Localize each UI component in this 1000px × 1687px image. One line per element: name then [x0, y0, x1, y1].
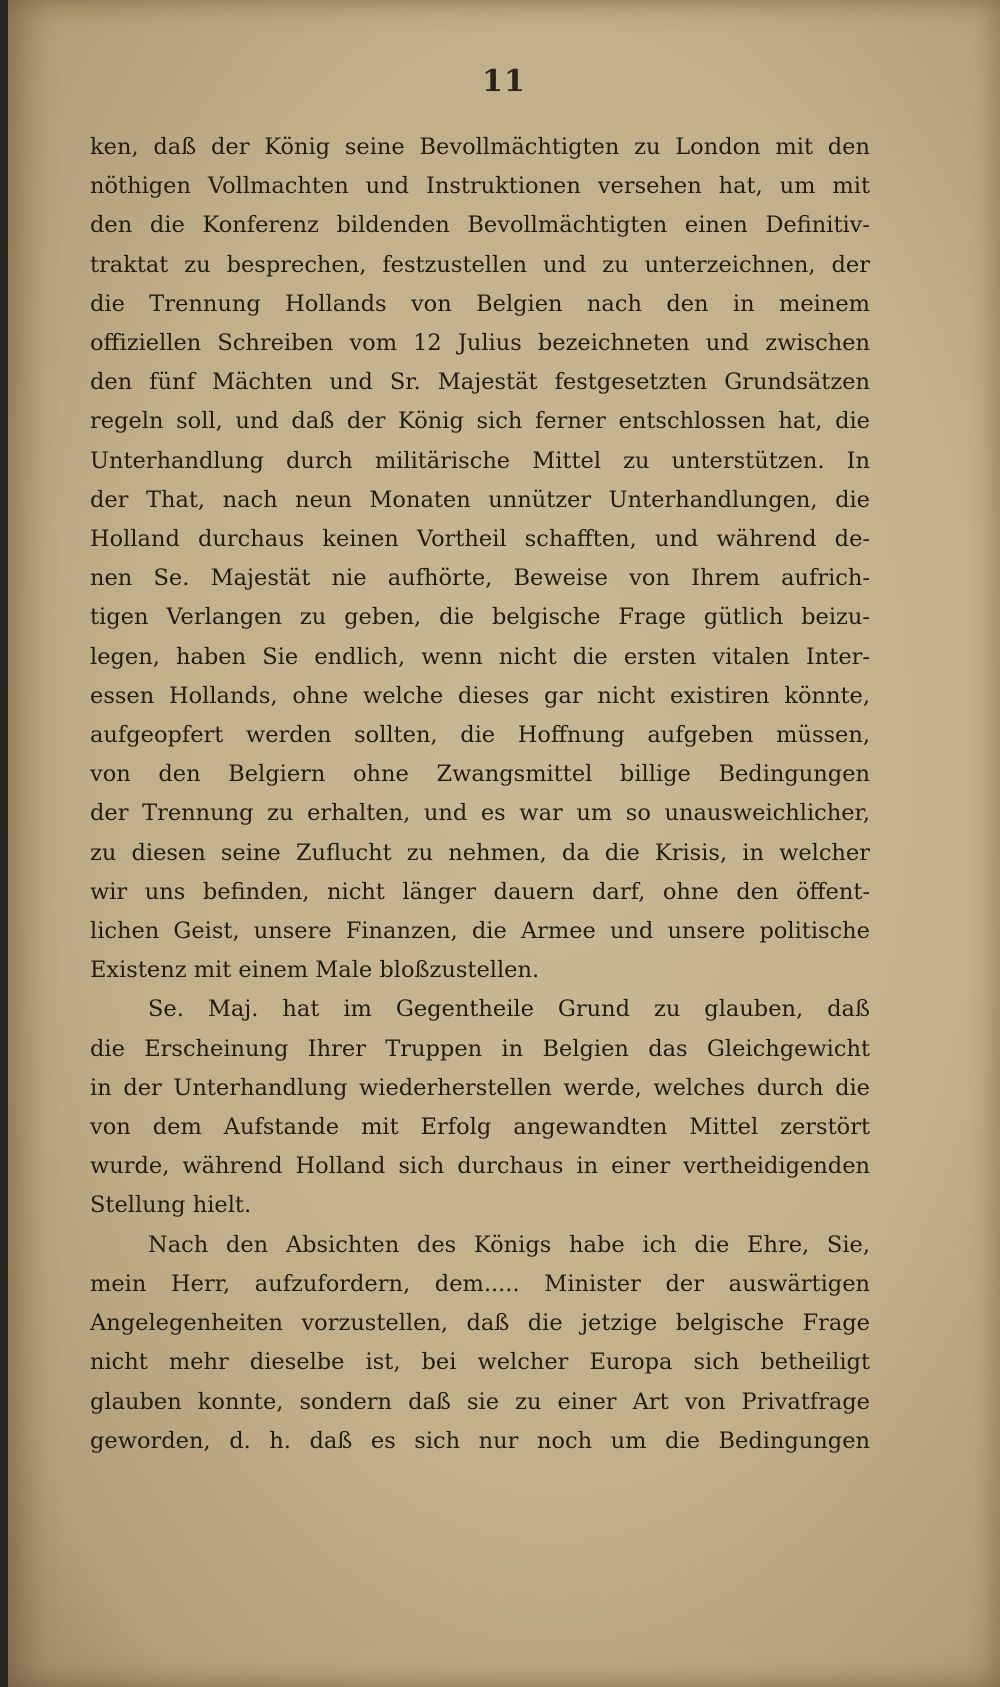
text-line: der That, nach neun Monaten unnützer Unterhandlungen, die [90, 486, 870, 513]
text-line: die Erscheinung Ihrer Truppen in Belgien das Gleichgewicht [90, 1035, 870, 1062]
text-line: aufgeopfert werden sollten, die Hoffnung aufgeben müssen, [90, 722, 870, 749]
text-line: nicht mehr dieselbe ist, bei welcher Europa sich betheiligt [90, 1349, 870, 1376]
page-number: 11 [482, 64, 526, 99]
text-line: nöthigen Vollmachten und Instruktionen versehen hat, um mit [90, 173, 870, 200]
text-line: tigen Verlangen zu geben, die belgische Frage gütlich beizu- [90, 604, 870, 631]
text-line: nen Se. Majestät nie aufhörte, Beweise von Ihrem aufrich- [90, 565, 870, 592]
text-line: wir uns befinden, nicht länger dauern darf, ohne den öffent- [90, 878, 870, 905]
body-text [90, 128, 870, 1461]
book-page [8, 0, 1000, 1687]
text-line: ken, daß der König seine Bevollmächtigten zu London mit den [90, 134, 870, 160]
text-line: regeln soll, und daß der König sich ferner entschlossen hat, die [90, 408, 870, 435]
text-line: den fünf Mächten und Sr. Majestät festgesetzten Grundsätzen [90, 369, 870, 396]
text-line: wurde, während Holland sich durchaus in einer vertheidigenden [90, 1153, 870, 1180]
text-line: mein Herr, aufzufordern, dem..... Minister der auswärtigen [90, 1270, 870, 1297]
text-line: legen, haben Sie endlich, wenn nicht die ersten vitalen Inter- [90, 643, 870, 670]
text-line: lichen Geist, unsere Finanzen, die Armee und unsere politische [90, 918, 870, 945]
paragraph-start-line: Nach den Absichten des Königs habe ich die Ehre, Sie, [148, 1231, 870, 1258]
text-line: Holland durchaus keinen Vortheil schafften, und während de- [90, 526, 870, 553]
text-line: essen Hollands, ohne welche dieses gar nicht existiren könnte, [90, 682, 870, 709]
text-line: in der Unterhandlung wiederherstellen werde, welches durch die [90, 1074, 870, 1101]
text-line: Angelegenheiten vorzustellen, daß die jetzige belgische Frage [90, 1310, 870, 1337]
text-line: der Trennung zu erhalten, und es war um so unausweichlicher, [90, 800, 870, 827]
text-line: traktat zu besprechen, festzustellen und zu unterzeichnen, der [90, 251, 870, 278]
text-line: Unterhandlung durch militärische Mittel zu unterstützen. In [90, 447, 870, 474]
text-line: geworden, d. h. daß es sich nur noch um die Bedingungen [90, 1427, 870, 1454]
text-line: von den Belgiern ohne Zwangsmittel billige Bedingungen [90, 761, 870, 788]
text-line: von dem Aufstande mit Erfolg angewandten Mittel zerstört [90, 1114, 870, 1141]
text-line: die Trennung Hollands von Belgien nach den in meinem [90, 290, 870, 317]
paragraph-end-line: Stellung hielt. [90, 1192, 252, 1219]
text-line: zu diesen seine Zuflucht zu nehmen, da die Krisis, in welcher [90, 839, 870, 866]
paragraph-start-line: Se. Maj. hat im Gegentheile Grund zu glauben, daß [148, 996, 870, 1023]
text-line: offiziellen Schreiben vom 12 Julius bezeichneten und zwischen [90, 330, 870, 357]
text-line: den die Konferenz bildenden Bevollmächtigten einen Definitiv- [90, 212, 870, 239]
text-line: glauben konnte, sondern daß sie zu einer Art von Privatfrage [90, 1388, 870, 1415]
paragraph-end-line: Existenz mit einem Male bloßzustellen. [90, 957, 540, 984]
